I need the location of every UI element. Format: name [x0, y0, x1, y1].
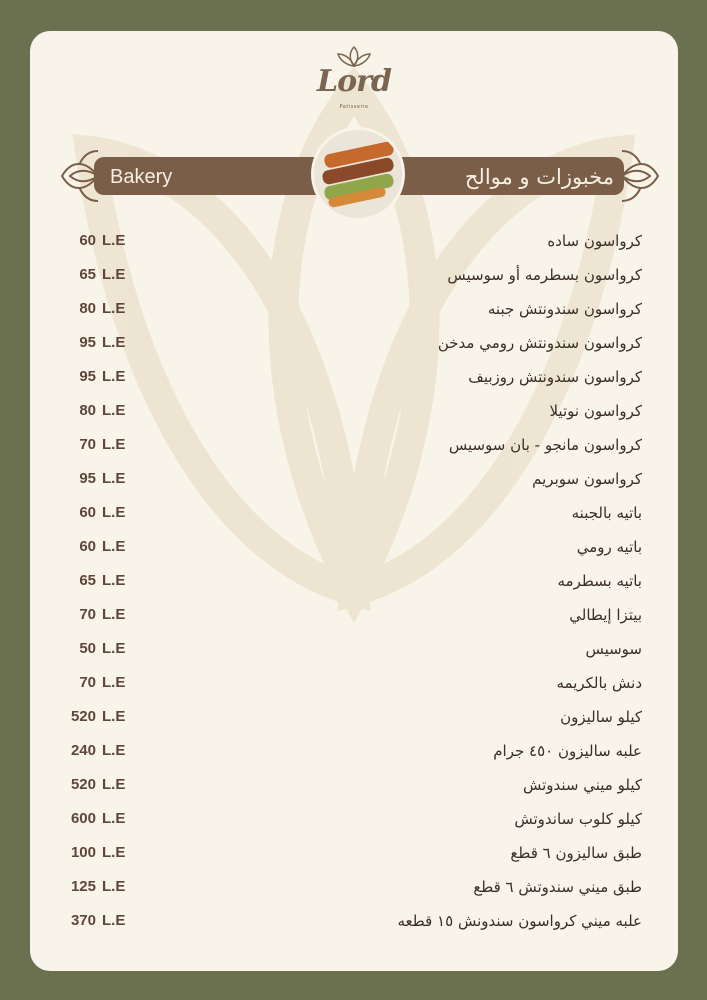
- currency-label: L.E: [102, 640, 126, 657]
- item-name: كرواسون بسطرمه أو سوسيس: [447, 266, 642, 284]
- item-name: كيلو كلوب ساندوتش: [514, 810, 642, 828]
- currency-label: L.E: [102, 776, 126, 793]
- item-name: كرواسون سندونتش رومي مدخن: [437, 334, 642, 352]
- ornament-right-icon: [602, 141, 662, 211]
- item-price: 125: [70, 878, 96, 895]
- item-name: كرواسون سوبريم: [532, 470, 642, 488]
- item-price: 70: [79, 606, 96, 623]
- menu-item: [30, 809, 678, 843]
- section-title-en: Bakery: [110, 166, 173, 188]
- item-name: كرواسون ساده: [547, 232, 642, 250]
- item-price: 240: [70, 742, 96, 759]
- currency-label: L.E: [102, 470, 126, 487]
- menu-item: [30, 231, 678, 265]
- currency-label: L.E: [102, 878, 126, 895]
- brand-name: Lord: [317, 64, 391, 99]
- menu-item: [30, 299, 678, 333]
- item-price: 80: [79, 402, 96, 419]
- menu-item: [30, 469, 678, 503]
- item-name: باتيه بالجبنه: [571, 504, 642, 522]
- menu-item: [30, 639, 678, 673]
- menu-item: [30, 911, 678, 945]
- item-price: 60: [79, 232, 96, 249]
- currency-label: L.E: [102, 538, 126, 555]
- item-name: كرواسون نوتيلا: [549, 402, 642, 420]
- item-name: طبق ميني سندوتش ٦ قطع: [473, 878, 642, 896]
- item-price: 520: [70, 708, 96, 725]
- menu-item: [30, 503, 678, 537]
- currency-label: L.E: [102, 402, 126, 419]
- item-price: 370: [70, 912, 96, 929]
- currency-label: L.E: [102, 266, 126, 283]
- currency-label: L.E: [102, 810, 126, 827]
- item-price: 520: [70, 776, 96, 793]
- menu-item: [30, 537, 678, 571]
- item-price: 65: [79, 266, 96, 283]
- menu-item: [30, 673, 678, 707]
- menu-item: [30, 435, 678, 469]
- pastry-photo: [314, 130, 402, 218]
- item-name: كيلو ساليزون: [560, 708, 642, 726]
- currency-label: L.E: [102, 232, 126, 249]
- item-name: دنش بالكريمه: [556, 674, 642, 692]
- item-name: كرواسون سندونتش جبنه: [487, 300, 642, 318]
- menu-item: [30, 333, 678, 367]
- item-price: 65: [79, 572, 96, 589]
- currency-label: L.E: [102, 844, 126, 861]
- item-price: 95: [79, 334, 96, 351]
- currency-label: L.E: [102, 742, 126, 759]
- item-price: 600: [70, 810, 96, 827]
- item-name: سوسيس: [585, 640, 642, 658]
- item-name: بيتزا إيطالي: [569, 606, 642, 624]
- item-price: 95: [79, 368, 96, 385]
- item-name: علبه ميني كرواسون سندونش ١٥ قطعه: [397, 912, 642, 930]
- item-price: 70: [79, 436, 96, 453]
- menu-item: [30, 707, 678, 741]
- menu-item: [30, 401, 678, 435]
- item-price: 80: [79, 300, 96, 317]
- item-name: كيلو ميني سندوتش: [522, 776, 642, 794]
- item-name: طبق ساليزون ٦ قطع: [510, 844, 642, 862]
- item-price: 70: [79, 674, 96, 691]
- item-price: 95: [79, 470, 96, 487]
- section-title-ar: مخبوزات و موالح: [464, 165, 614, 189]
- menu-item: [30, 265, 678, 299]
- currency-label: L.E: [102, 334, 126, 351]
- item-name: كرواسون سندونتش روزبيف: [468, 368, 642, 386]
- menu-item: [30, 775, 678, 809]
- item-name: باتيه رومي: [576, 538, 642, 556]
- currency-label: L.E: [102, 606, 126, 623]
- currency-label: L.E: [102, 436, 126, 453]
- menu-item: [30, 843, 678, 877]
- item-price: 50: [79, 640, 96, 657]
- currency-label: L.E: [102, 708, 126, 725]
- currency-label: L.E: [102, 368, 126, 385]
- menu-card: [30, 31, 678, 971]
- brand-logo: [304, 46, 404, 126]
- item-price: 100: [70, 844, 96, 861]
- pastry-image: [314, 130, 402, 218]
- menu-item: [30, 741, 678, 775]
- item-name: كرواسون مانجو - بان سوسيس: [448, 436, 642, 454]
- item-price: 60: [79, 538, 96, 555]
- currency-label: L.E: [102, 300, 126, 317]
- currency-label: L.E: [102, 572, 126, 589]
- menu-item: [30, 605, 678, 639]
- item-name: علبه ساليزون ٤٥٠ جرام: [493, 742, 642, 760]
- menu-item: [30, 367, 678, 401]
- item-name: باتيه بسطرمه: [557, 572, 642, 590]
- brand-tagline: Patisserie: [339, 104, 369, 110]
- item-price: 60: [79, 504, 96, 521]
- menu-item: [30, 877, 678, 911]
- section-banner: [60, 141, 660, 221]
- currency-label: L.E: [102, 504, 126, 521]
- currency-label: L.E: [102, 674, 126, 691]
- currency-label: L.E: [102, 912, 126, 929]
- menu-item: [30, 571, 678, 605]
